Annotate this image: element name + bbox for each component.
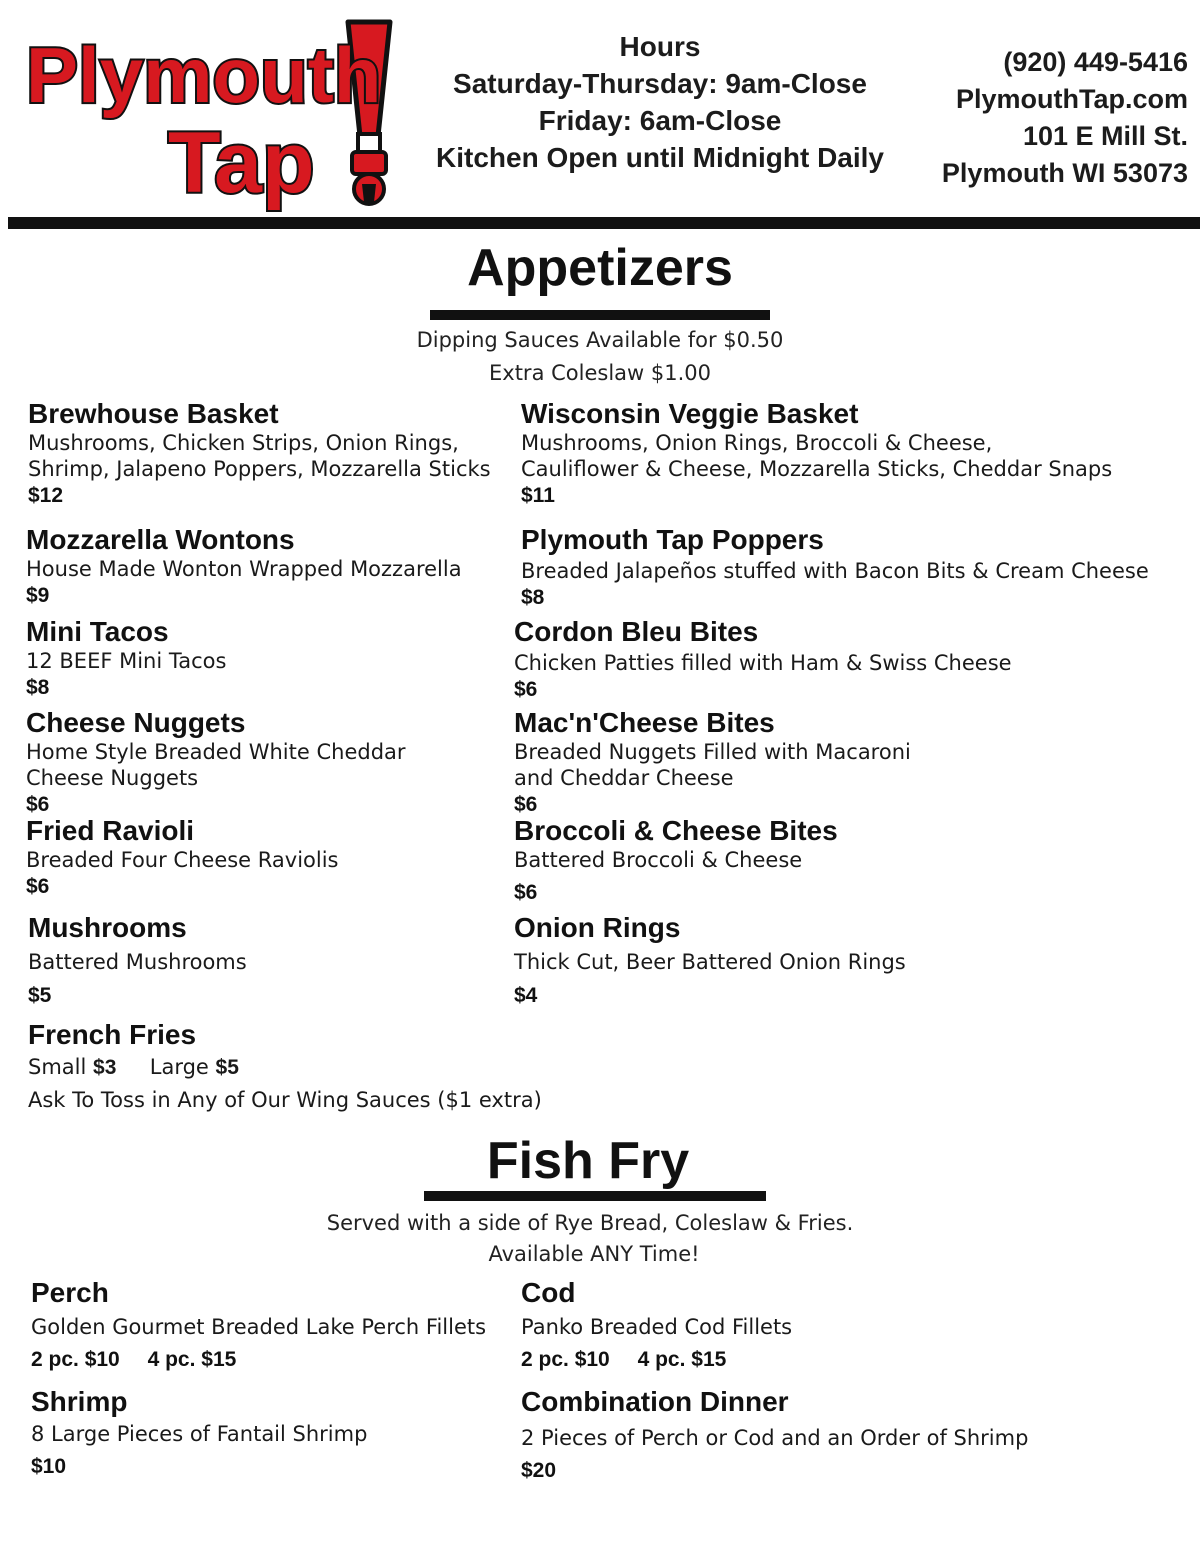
price-2pc: 2 pc. $10 xyxy=(31,1348,120,1371)
fish-fry-note2: Available ANY Time! xyxy=(488,1242,700,1266)
logo-line1: Plymouth xyxy=(26,31,382,119)
menu-item-wisconsin-veggie-basket xyxy=(521,398,1112,508)
menu-item-mini-tacos xyxy=(26,616,226,700)
item-name: Plymouth Tap Poppers xyxy=(521,524,824,555)
item-desc: Golden Gourmet Breaded Lake Perch Fillets xyxy=(31,1315,487,1339)
item-price xyxy=(521,1347,792,1372)
menu-item-mozzarella-wontons xyxy=(26,524,462,608)
item-desc: 2 Pieces of Perch or Cod and an Order of Shrimp xyxy=(521,1426,1029,1450)
menu-item-combination-dinner xyxy=(521,1386,1028,1483)
item-desc: 8 Large Pieces of Fantail Shrimp xyxy=(31,1422,368,1446)
plymouth-tap-logo xyxy=(18,14,398,214)
item-price: $9 xyxy=(26,584,50,607)
beer-tap-exclamation-icon xyxy=(18,14,398,214)
menu-item-broccoli-cheese-bites xyxy=(514,815,838,905)
item-price: $6 xyxy=(26,875,50,898)
fish-fry-title-underline xyxy=(424,1191,766,1201)
item-desc: Thick Cut, Beer Battered Onion Rings xyxy=(514,950,906,974)
item-desc: Breaded Jalapeños stuffed with Bacon Bits & Cream Cheese xyxy=(521,559,1149,583)
item-price: $20 xyxy=(521,1459,557,1482)
item-name: Cheese Nuggets xyxy=(26,707,246,738)
item-desc: and Cheddar Cheese xyxy=(514,766,734,790)
appetizers-note1: Dipping Sauces Available for $0.50 xyxy=(416,328,784,352)
hours-line2: Friday: 6am-Close xyxy=(538,105,782,136)
fries-large-label: Large xyxy=(149,1055,209,1079)
menu-item-mac-n-cheese-bites xyxy=(514,707,911,817)
hours-line1: Saturday-Thursday: 9am-Close xyxy=(453,68,867,99)
menu-item-fried-ravioli xyxy=(26,815,339,899)
hours-block xyxy=(420,28,900,176)
item-desc: Battered Mushrooms xyxy=(28,950,247,974)
item-name: Shrimp xyxy=(31,1386,128,1417)
menu-item-cordon-bleu-bites xyxy=(514,616,1012,702)
item-price: $12 xyxy=(28,484,64,507)
item-price: $6 xyxy=(26,793,50,816)
fish-fry-title: Fish Fry xyxy=(486,1132,690,1190)
item-desc: Panko Breaded Cod Fillets xyxy=(521,1315,793,1339)
item-name: Broccoli & Cheese Bites xyxy=(514,815,838,846)
menu-item-cheese-nuggets xyxy=(26,707,406,817)
item-name: Cod xyxy=(521,1277,576,1308)
item-price: $8 xyxy=(521,586,545,609)
item-desc: Breaded Four Cheese Raviolis xyxy=(26,848,339,872)
item-price: $8 xyxy=(26,676,50,699)
menu-item-perch xyxy=(31,1277,486,1372)
fries-prices xyxy=(28,1051,542,1084)
contact-block xyxy=(888,44,1188,192)
item-desc: Battered Broccoli & Cheese xyxy=(514,848,803,872)
street-address: 101 E Mill St. xyxy=(1022,121,1188,151)
item-name: Mini Tacos xyxy=(26,616,169,647)
item-name: Combination Dinner xyxy=(521,1386,789,1417)
item-price: $10 xyxy=(31,1455,67,1478)
fries-large-price: $5 xyxy=(215,1056,239,1079)
hours-heading: Hours xyxy=(619,31,701,62)
item-name: Cordon Bleu Bites xyxy=(514,616,759,647)
item-desc: House Made Wonton Wrapped Mozzarella xyxy=(26,557,462,581)
item-desc: Shrimp, Jalapeno Poppers, Mozzarella Sticks xyxy=(28,457,491,481)
item-name: French Fries xyxy=(28,1019,197,1050)
item-price: $11 xyxy=(521,484,555,507)
item-name: Mushrooms xyxy=(28,912,187,943)
item-name: Brewhouse Basket xyxy=(28,398,279,429)
item-price: $5 xyxy=(28,984,52,1007)
item-name: Mozzarella Wontons xyxy=(26,524,295,555)
item-desc: Chicken Patties filled with Ham & Swiss Cheese xyxy=(514,651,1012,675)
menu-item-mushrooms xyxy=(28,912,247,1008)
item-price: $6 xyxy=(514,881,538,904)
price-4pc: 4 pc. $15 xyxy=(637,1348,727,1371)
logo-line2: Tap xyxy=(168,115,315,211)
fries-small-label: Small xyxy=(28,1055,87,1079)
fries-small-price: $3 xyxy=(93,1056,117,1079)
menu-item-shrimp xyxy=(31,1386,367,1479)
item-price: $6 xyxy=(514,793,538,816)
item-desc: Mushrooms, Chicken Strips, Onion Rings, xyxy=(28,431,459,455)
item-name: Fried Ravioli xyxy=(26,815,195,846)
price-2pc: 2 pc. $10 xyxy=(521,1348,610,1371)
item-desc: Home Style Breaded White Cheddar xyxy=(26,740,406,764)
website: PlymouthTap.com xyxy=(955,84,1188,114)
item-desc: 12 BEEF Mini Tacos xyxy=(26,649,227,673)
fries-note: Ask To Toss in Any of Our Wing Sauces ($1 extra) xyxy=(28,1088,542,1112)
price-4pc: 4 pc. $15 xyxy=(147,1348,237,1371)
city-address: Plymouth WI 53073 xyxy=(941,158,1188,188)
appetizers-title: Appetizers xyxy=(467,239,733,297)
item-name: Wisconsin Veggie Basket xyxy=(521,398,859,429)
appetizers-note2: Extra Coleslaw $1.00 xyxy=(489,361,711,385)
item-name: Mac'n'Cheese Bites xyxy=(514,707,775,738)
item-price: $4 xyxy=(514,984,538,1007)
appetizers-title-underline xyxy=(430,310,770,320)
hours-line3: Kitchen Open until Midnight Daily xyxy=(436,142,884,173)
item-name: Perch xyxy=(31,1277,109,1308)
item-price xyxy=(31,1347,486,1372)
phone-number: (920) 449-5416 xyxy=(1003,47,1188,77)
item-desc: Cheese Nuggets xyxy=(26,766,199,790)
menu-item-plymouth-tap-poppers xyxy=(521,524,1149,610)
header-divider xyxy=(8,217,1200,229)
menu-item-french-fries xyxy=(28,1019,542,1116)
menu-item-brewhouse-basket xyxy=(28,398,491,508)
menu-item-cod xyxy=(521,1277,792,1372)
item-desc: Cauliflower & Cheese, Mozzarella Sticks, Cheddar Snaps xyxy=(521,457,1113,481)
item-name: Onion Rings xyxy=(514,912,681,943)
fish-fry-note1: Served with a side of Rye Bread, Coleslaw & Fries. xyxy=(326,1211,854,1235)
item-price: $6 xyxy=(514,678,538,701)
menu-item-onion-rings xyxy=(514,912,906,1008)
item-desc: Mushrooms, Onion Rings, Broccoli & Cheese, xyxy=(521,431,993,455)
item-desc: Breaded Nuggets Filled with Macaroni xyxy=(514,740,911,764)
